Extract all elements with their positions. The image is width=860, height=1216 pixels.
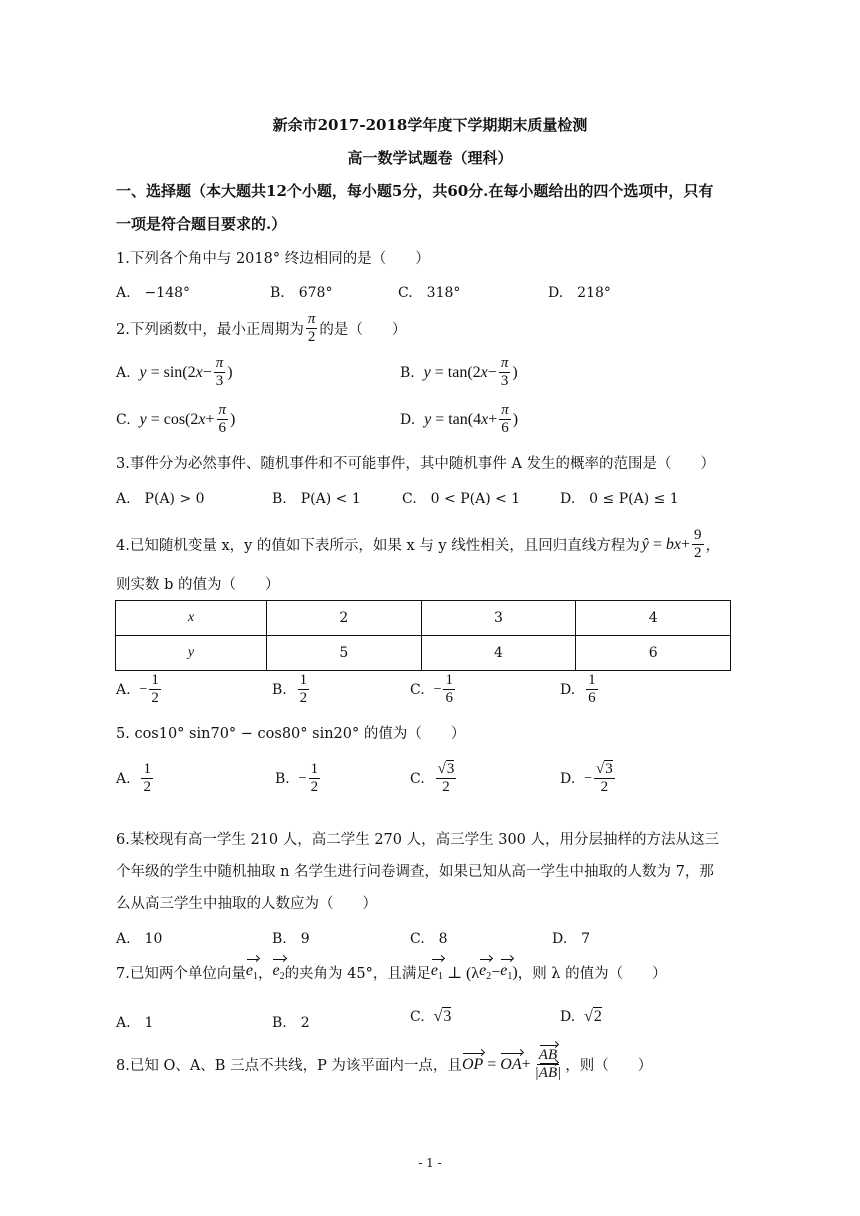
q2-option-b: B. y = tan(2 x − $\frac{\pi}{3}$ ) bbox=[400, 355, 518, 389]
exam-title: 新余市2017-2018学年度下学期期末质量检测 bbox=[272, 116, 588, 134]
q7-option-c: C. √3 bbox=[410, 1008, 452, 1025]
q7-option-c-label: C. bbox=[410, 1009, 425, 1025]
q4-option-a: A. − $\frac{1}{2}$ bbox=[116, 672, 159, 706]
q7-option-b: B. 2 bbox=[272, 1015, 310, 1031]
q6-option-a: A. 10 bbox=[116, 931, 163, 947]
q5-option-d-label: D. bbox=[560, 770, 576, 787]
section-heading-line2: 一项是符合题目要求的.） bbox=[116, 215, 287, 233]
q8-unit-vector: $\frac{AB}{|AB|}$ bbox=[534, 1047, 562, 1081]
question-4: 4.已知随机变量 x，y 的值如下表所示，如果 x 与 y 线性相关，且回归直线方程为 ŷ = bx + $\frac{9}{2}$ ， bbox=[116, 527, 721, 561]
q2b-frac: $\frac{\pi}{3}$ bbox=[500, 355, 509, 389]
q4-line1: 4.已知随机变量 x，y 的值如下表所示，如果 x 与 y 线性相关，且回归直线方程为 bbox=[116, 538, 640, 554]
table-cell: 4 bbox=[576, 601, 731, 636]
q1-option-b: B. 678° bbox=[270, 285, 333, 301]
q2-option-a: A. y = sin(2 x − $\frac{\pi}{3}$ ) bbox=[116, 355, 233, 389]
question-6-line1: 6.某校现有高一学生 210 人，高二学生 270 人，高三学生 300 人，用分层抽样的方法从这三 bbox=[116, 832, 720, 848]
q8-suffix: ，则（ ） bbox=[565, 1058, 653, 1074]
q2-prefix: 2.下列函数中，最小正周期为 bbox=[116, 322, 304, 338]
q6-option-b: B. 9 bbox=[272, 931, 310, 947]
question-6-line2: 个年级的学生中随机抽取 n 名学生进行问卷调查，如果已知从高一学生中抽取的人数为 7，那 bbox=[116, 864, 714, 880]
q2c-frac: $\frac{\pi}{6}$ bbox=[218, 402, 227, 436]
q8-prefix: 8.已知 O、A、B 三点不共线，P 为该平面内一点，且 bbox=[116, 1058, 462, 1074]
q7-middle: 的夹角为 45°，且满足 bbox=[284, 966, 431, 982]
q6-option-d: D. 7 bbox=[552, 931, 591, 947]
q5-option-b: B. − $\frac{1}{2}$ bbox=[275, 761, 319, 795]
q4-intercept-fraction: $\frac{9}{2}$ bbox=[694, 527, 702, 561]
q1-option-a: A. −148° bbox=[116, 285, 191, 301]
table-row bbox=[116, 601, 731, 636]
q4-option-b-label: B. bbox=[272, 681, 287, 698]
table-cell: 2 bbox=[267, 601, 422, 636]
q5-option-b-label: B. bbox=[275, 770, 290, 787]
table-cell: 5 bbox=[267, 636, 422, 671]
q2-frac-num: π bbox=[307, 311, 316, 327]
table-cell: 4 bbox=[421, 636, 576, 671]
q2-period-fraction bbox=[306, 312, 318, 345]
table-cell: 6 bbox=[576, 636, 731, 671]
q7-option-a: A. 1 bbox=[116, 1015, 154, 1031]
q2-option-c-label: C. bbox=[116, 411, 131, 428]
question-4-line2: 则实数 b 的值为（ ） bbox=[116, 577, 280, 593]
q1-option-c: C. 318° bbox=[398, 285, 461, 301]
q7-option-d-label: D. bbox=[560, 1009, 576, 1025]
q4-option-b: B. $\frac{1}{2}$ bbox=[272, 672, 308, 706]
q5-option-a: A. $\frac{1}{2}$ bbox=[116, 761, 151, 795]
q4-option-d: D. $\frac{1}{6}$ bbox=[560, 672, 596, 706]
q2-option-b-label: B. bbox=[400, 364, 415, 381]
q2-option-a-label: A. bbox=[116, 364, 131, 381]
table-cell: x bbox=[116, 601, 267, 636]
q2a-frac: $\frac{\pi}{3}$ bbox=[215, 355, 224, 389]
q5-option-c-label: C. bbox=[410, 770, 425, 787]
q2-option-d-label: D. bbox=[400, 411, 416, 428]
q5-option-c: C. $\frac{√3}{2}$ bbox=[410, 761, 455, 795]
q4-data-table bbox=[115, 600, 731, 671]
q5-option-d: D. − $\frac{√3}{2}$ bbox=[560, 761, 613, 795]
q6-option-c: C. 8 bbox=[410, 931, 448, 947]
exam-subtitle: 高一数学试题卷（理科） bbox=[347, 149, 513, 167]
table-cell: y bbox=[116, 636, 267, 671]
question-5: 5. cos10° sin70° − cos80° sin20° 的值为（ ） bbox=[116, 726, 466, 742]
q1-option-d: D. 218° bbox=[548, 285, 611, 301]
table-cell: 3 bbox=[421, 601, 576, 636]
q4-option-c: C. − $\frac{1}{6}$ bbox=[410, 672, 453, 706]
q3-option-a: A. P(A) > 0 bbox=[116, 491, 205, 507]
q4-option-a-label: A. bbox=[116, 681, 131, 698]
question-6-line3: 么从高三学生中抽取的人数应为（ ） bbox=[116, 896, 377, 912]
question-7: 7.已知两个单位向量 $e_1$ ， $e_2$ 的夹角为 45°，且满足 $e_1$ ⊥ (λ $e_2$ − $e_1$ ) ，则 λ 的值为（ ） bbox=[116, 962, 667, 983]
table-row bbox=[116, 636, 731, 671]
q7-option-d: D. √2 bbox=[560, 1008, 602, 1025]
q7-prefix: 7.已知两个单位向量 bbox=[116, 966, 246, 982]
q3-option-d: D. 0 ≤ P(A) ≤ 1 bbox=[560, 491, 679, 507]
q3-option-b: B. P(A) < 1 bbox=[272, 491, 361, 507]
question-1: 1.下列各个角中与 2018° 终边相同的是（ ） bbox=[116, 251, 430, 267]
section-heading-line1: 一、选择题（本大题共12个小题，每小题5分，共60分.在每小题给出的四个选项中，只有 bbox=[116, 182, 714, 200]
page-number: - 1 - bbox=[418, 1156, 442, 1170]
question-8: 8.已知 O、A、B 三点不共线，P 为该平面内一点，且 OP = OA + $\frac{AB}{|AB|}$ ，则（ ） bbox=[116, 1047, 653, 1081]
question-3: 3.事件分为必然事件、随机事件和不可能事件，其中随机事件 A 发生的概率的范围是（ ） bbox=[116, 456, 716, 472]
q2-suffix: 的是（ ） bbox=[319, 322, 407, 338]
question-2 bbox=[116, 312, 406, 345]
q5-option-a-label: A. bbox=[116, 770, 131, 787]
q2-option-c: C. y = cos(2 x + $\frac{\pi}{6}$ ) bbox=[116, 402, 236, 436]
q7-suffix: ，则 λ 的值为（ ） bbox=[517, 966, 667, 982]
q2-option-d: D. y = tan(4 x + $\frac{\pi}{6}$ ) bbox=[400, 402, 519, 436]
q4-option-c-label: C. bbox=[410, 681, 425, 698]
q3-option-c: C. 0 < P(A) < 1 bbox=[402, 491, 521, 507]
q2-frac-den: 2 bbox=[307, 329, 316, 345]
q2d-frac: $\frac{\pi}{6}$ bbox=[501, 402, 509, 436]
q4-option-d-label: D. bbox=[560, 681, 576, 698]
